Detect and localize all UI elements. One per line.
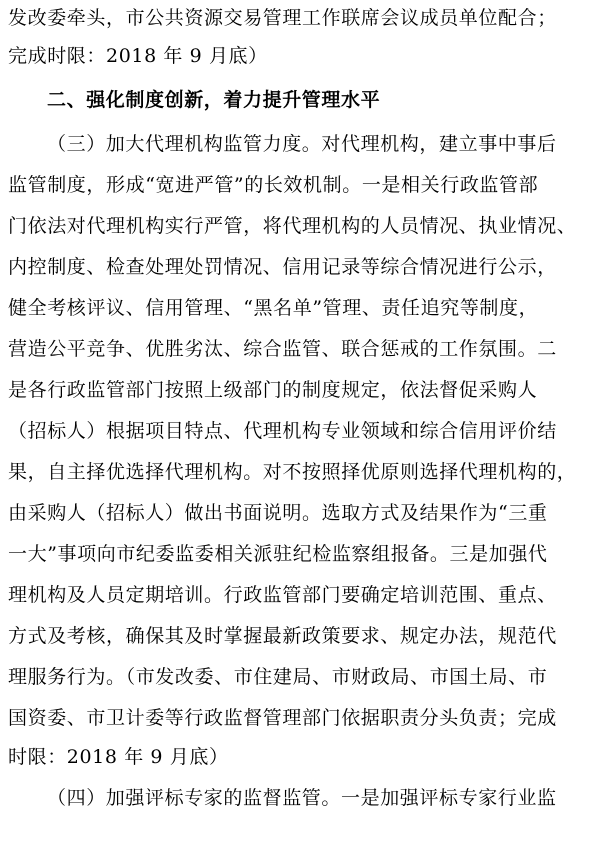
paragraph-4-line-1: （四）加强评标专家的监督监管。一是加强评标专家行业监 [47,787,557,809]
text-line-1: 发改委牵头，市公共资源交易管理工作联席会议成员单位配合； [8,7,557,29]
paragraph-3-line-13: 方式及考核，确保其及时掌握最新政策要求、规定办法，规范代 [8,625,557,647]
paragraph-3-line-3: 门依法对代理机构实行严管，将代理机构的人员情况、执业情况、 [8,215,577,237]
paragraph-3-line-11: 一大”事项向市纪委监委相关派驻纪检监察组报备。三是加强代 [8,543,548,565]
paragraph-3-line-14: 理服务行为。（市发改委、市住建局、市财政局、市国土局、市 [8,666,548,688]
section-heading: 二、强化制度创新，着力提升管理水平 [47,89,381,111]
paragraph-3-line-12: 理机构及人员定期培训。行政监管部门要确定培训范围、重点、 [8,584,557,606]
paragraph-3-line-8: （招标人）根据项目特点、代理机构专业领域和综合信用评价结 [8,420,557,442]
text-line-2: 完成时限：2018 年 9 月底） [8,45,268,67]
paragraph-3-line-10: 由采购人（招标人）做出书面说明。选取方式及结果作为“三重 [8,502,548,524]
paragraph-3-line-7: 是各行政监管部门按照上级部门的制度规定，依法督促采购人 [8,379,538,401]
paragraph-3-line-15: 国资委、市卫计委等行政监督管理部门依据职责分头负责；完成 [8,707,557,729]
paragraph-3-line-6: 营造公平竞争、优胜劣汰、综合监管、联合惩戒的工作氛围。二 [8,338,557,360]
paragraph-3-line-16: 时限：2018 年 9 月底） [8,746,229,768]
paragraph-3-line-9: 果，自主择优选择代理机构。对不按照择优原则选择代理机构的， [8,461,577,483]
paragraph-3-line-1: （三）加大代理机构监管力度。对代理机构，建立事中事后 [47,133,557,155]
paragraph-3-line-5: 健全考核评议、信用管理、“黑名单”管理、责任追究等制度， [8,297,539,319]
paragraph-3-line-2: 监管制度，形成“宽进严管”的长效机制。一是相关行政监管部 [8,174,539,196]
paragraph-3-line-4: 内控制度、检查处理处罚情况、信用记录等综合情况进行公示， [8,256,557,278]
